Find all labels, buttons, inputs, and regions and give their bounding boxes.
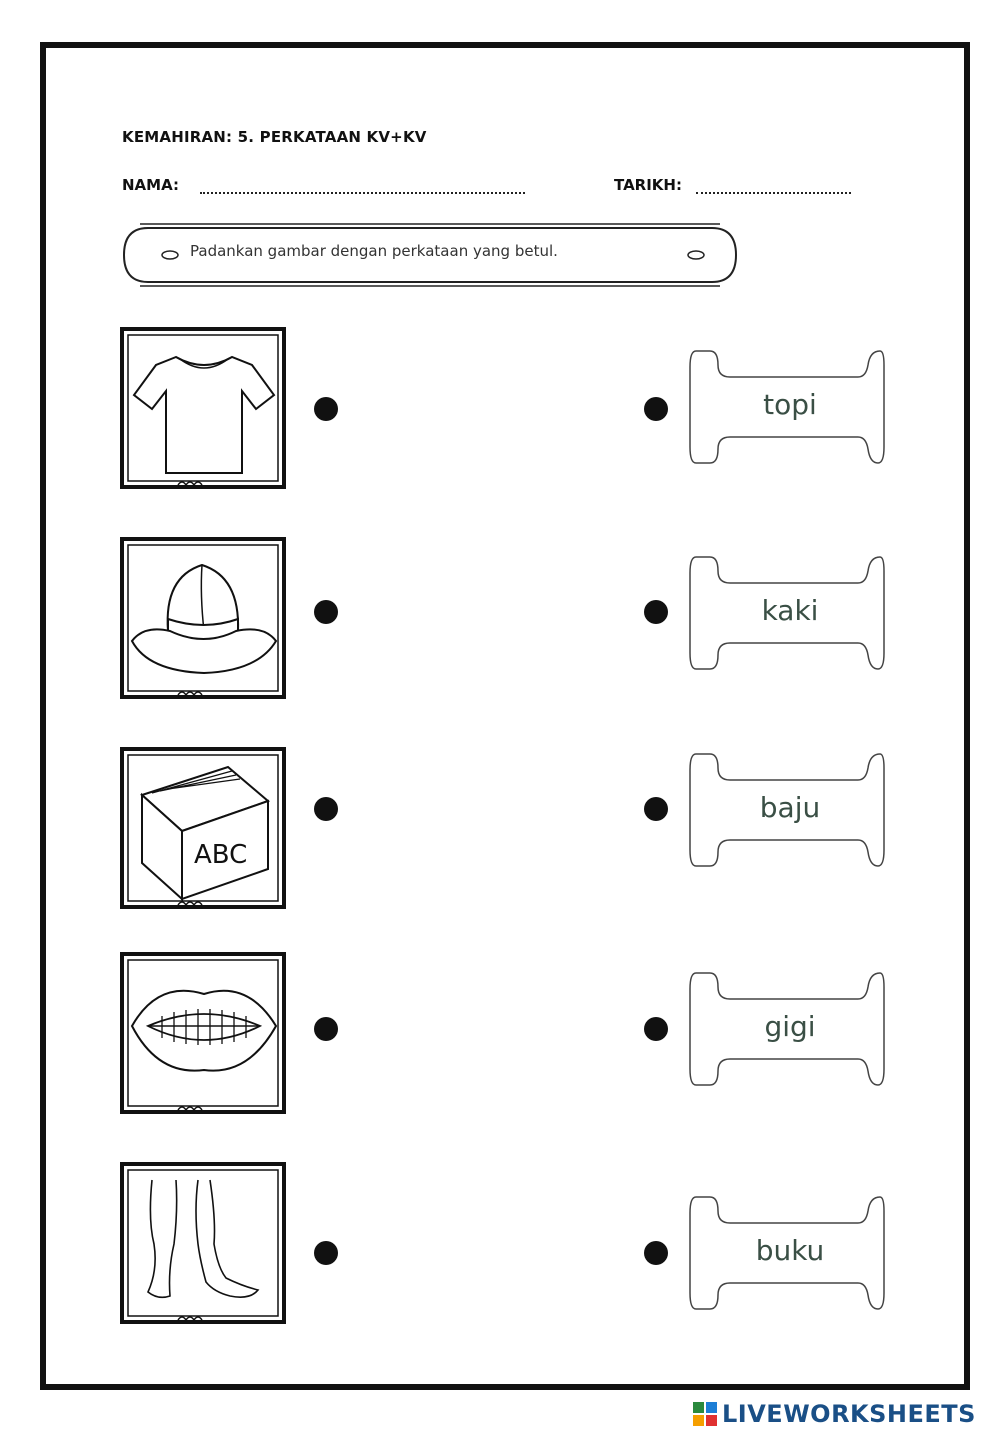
match-dot-left-2[interactable] (314, 600, 338, 624)
match-dot-left-1[interactable] (314, 397, 338, 421)
word-label-5: buku (755, 1234, 825, 1267)
picture-card-book (118, 745, 288, 915)
match-dot-left-4[interactable] (314, 1017, 338, 1041)
word-label-1: topi (763, 388, 817, 421)
date-label: TARIKH: (614, 176, 682, 194)
name-label: NAMA: (122, 176, 179, 194)
hat-icon (118, 535, 288, 705)
match-dot-left-3[interactable] (314, 797, 338, 821)
legs-icon (118, 1160, 288, 1330)
teeth-icon (118, 950, 288, 1120)
match-dot-left-5[interactable] (314, 1241, 338, 1265)
date-field-line[interactable] (696, 192, 851, 194)
word-label-2: kaki (761, 594, 819, 627)
match-dot-right-3[interactable] (644, 797, 668, 821)
name-field-line[interactable] (200, 192, 525, 194)
instruction-text: Padankan gambar dengan perkataan yang betul. (190, 242, 558, 260)
book-icon (118, 745, 288, 915)
book-cover-text: ABC (194, 840, 248, 870)
shirt-icon (118, 325, 288, 495)
word-label-3: baju (759, 791, 821, 824)
match-dot-right-2[interactable] (644, 600, 668, 624)
liveworksheets-logo (692, 1400, 976, 1428)
picture-card-shirt (118, 325, 288, 495)
picture-card-teeth (118, 950, 288, 1120)
liveworksheets-brand-text: LIVEWORKSHEETS (722, 1400, 976, 1428)
skill-heading: KEMAHIRAN: 5. PERKATAAN KV+KV (122, 128, 427, 146)
match-dot-right-1[interactable] (644, 397, 668, 421)
match-dot-right-4[interactable] (644, 1017, 668, 1041)
picture-card-hat (118, 535, 288, 705)
liveworksheets-logo-icon (692, 1401, 718, 1427)
word-label-4: gigi (764, 1010, 816, 1043)
match-dot-right-5[interactable] (644, 1241, 668, 1265)
picture-card-legs (118, 1160, 288, 1330)
